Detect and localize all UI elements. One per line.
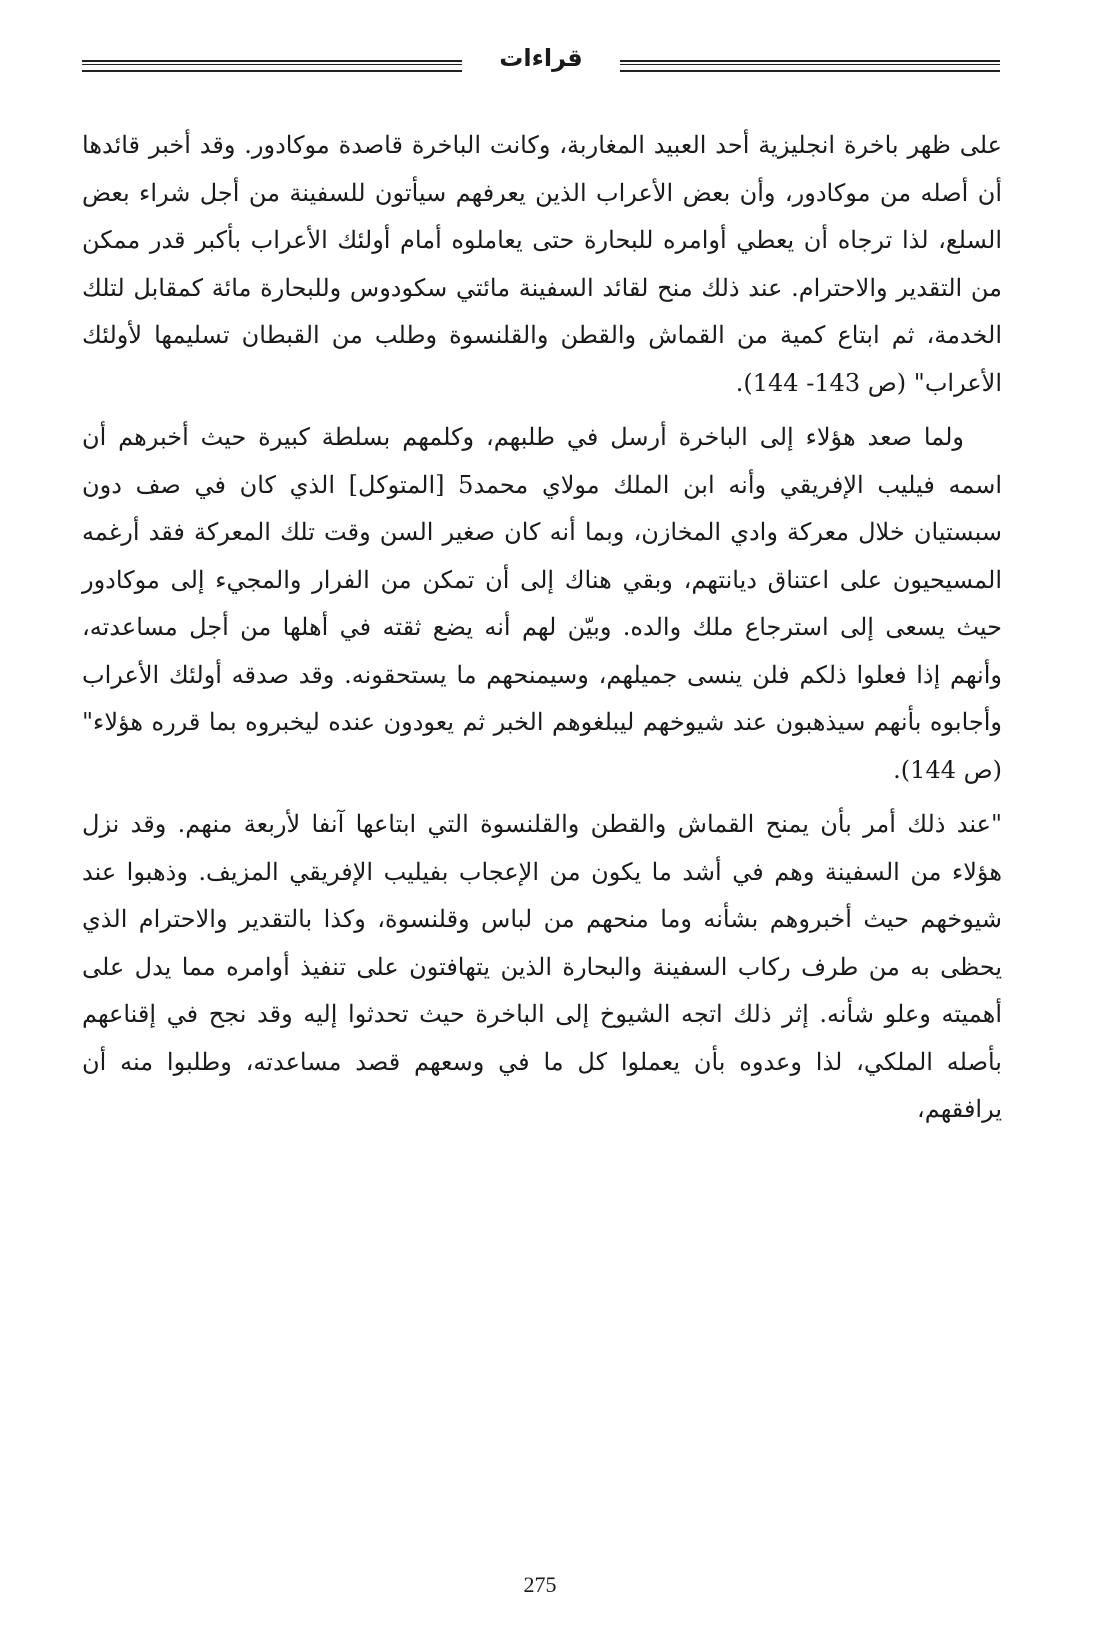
- header-rule-left: [82, 60, 462, 72]
- header-title: قراءات: [499, 44, 583, 72]
- paragraph-2: ولما صعد هؤلاء إلى الباخرة أرسل في طلبهم، وكلمهم بسلطة كبيرة حيث أخبرهم أن اسمه فيليب الإفريقي وأنه ابن الملك مولاي محمد5 [المتوكل] الذي كان في صف دون سبستيان خلال معركة وادي المخازن، وبما أنه كان صغير السن وقت تلك المعركة فقد أرغمه المسيحيون على اعتناق ديانتهم، وبقي هناك إلى أن تمكن من الفرار والمجيء إلى موكادور حيث يسعى إلى استرجاع ملك والده. وبيّن لهم أنه يضع ثقته في أهلها من أجل مساعدته، وأنهم إذا فعلوا ذلكم فلن ينسى جميلهم، وسيمنحهم ما يستحقونه. وقد صدقه أولئك الأعراب وأجابوه بأنهم سيذهبون عند شيوخهم ليبلغوهم الخبر ثم يعودون عنده ليخبروه بما قرره هؤلاء" (ص 144).: [82, 423, 1003, 784]
- paragraph-3: "عند ذلك أمر بأن يمنح القماش والقطن والقلنسوة التي ابتاعها آنفا لأربعة منهم. وقد نزل هؤلاء من السفينة وهم في أشد ما يكون من الإعجاب بفيليب الإفريقي المزيف. وذهبوا عند شيوخهم حيث أخبروهم بشأنه وما منحهم من لباس وقلنسوة، وكذا بالتقدير والاحترام الذي يحظى به من طرف ركاب السفينة والبحارة الذين يتهافتون على تنفيذ أوامره مما يدل على أهميته وعلو شأنه. إثر ذلك اتجه الشيوخ إلى الباخرة حيث تحدثوا إليه وقد نجح في إقناعهم بأصله الملكي، لذا وعدوه بأن يعملوا كل ما في وسعهم قصد مساعدته، وطلبوا منه أن يرافقهم،: [82, 810, 1002, 1123]
- header-rule-right: [620, 60, 1000, 72]
- running-header: [82, 42, 1000, 86]
- page-number: 275: [523, 1572, 557, 1597]
- paragraph-1: على ظهر باخرة انجليزية أحد العبيد المغاربة، وكانت الباخرة قاصدة موكادور. وقد أخبر قائدها أن أصله من موكادور، وأن بعض الأعراب الذين يعرفهم سيأتون للسفينة من أجل شراء بعض السلع، لذا ترجاه أن يعطي أوامره للبحارة حتى يعاملوه أمام أولئك الأعراب بأكبر قدر ممكن من التقدير والاحترام. عند ذلك منح لقائد السفينة مائتي سكودوس وللبحارة مائة كمقابل لتلك الخدمة، ثم ابتاع كمية من القماش والقطن والقلنسوة وطلب من القبطان تسليمها لأولئك الأعراب" (ص 143- 144).: [82, 131, 1002, 397]
- body-text: [82, 122, 1002, 1141]
